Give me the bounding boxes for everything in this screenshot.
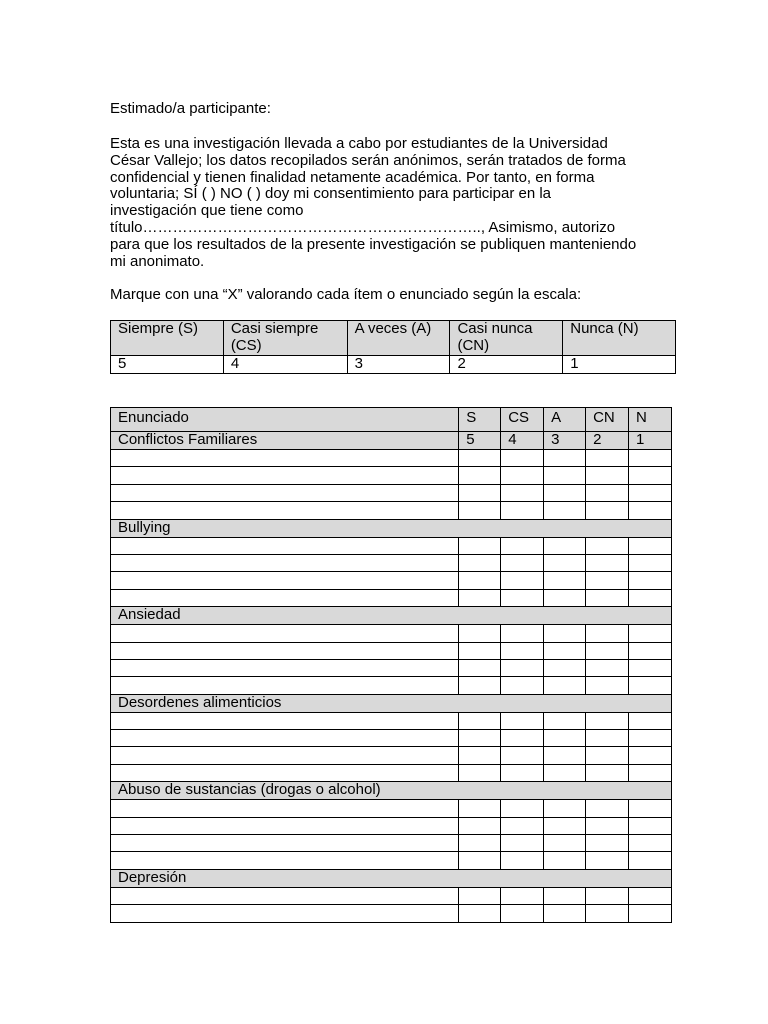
section-row [111, 869, 672, 887]
item-answer-cell[interactable] [459, 554, 501, 571]
item-answer-cell[interactable] [629, 817, 672, 834]
instruction-text: Marque con una “X” valorando cada ítem o enunciado según la escala: [110, 286, 582, 303]
item-answer-cell[interactable] [586, 712, 629, 729]
item-answer-cell[interactable] [544, 764, 586, 781]
item-answer-cell[interactable] [501, 800, 544, 817]
item-statement-cell [111, 642, 459, 659]
item-statement-cell [111, 835, 459, 852]
scale-values-row [111, 356, 676, 374]
item-answer-cell[interactable] [459, 712, 501, 729]
item-answer-cell[interactable] [629, 484, 672, 501]
section-title: Conflictos Familiares [111, 432, 459, 450]
item-answer-cell[interactable] [544, 502, 586, 519]
item-statement-cell [111, 537, 459, 554]
item-answer-cell[interactable] [501, 887, 544, 904]
item-answer-cell[interactable] [459, 484, 501, 501]
item-row [111, 730, 672, 747]
intro-line: Esta es una investigación llevada a cabo por estudiantes de la Universidad [110, 135, 608, 152]
item-answer-cell[interactable] [586, 659, 629, 676]
item-statement-cell [111, 467, 459, 484]
scale-value-cell: 1 [563, 356, 676, 374]
item-row [111, 642, 672, 659]
item-answer-cell[interactable] [459, 502, 501, 519]
item-answer-cell[interactable] [629, 572, 672, 589]
item-answer-cell[interactable] [629, 677, 672, 694]
item-row [111, 852, 672, 869]
item-answer-cell[interactable] [544, 659, 586, 676]
item-answer-cell[interactable] [586, 817, 629, 834]
intro-line: César Vallejo; los datos recopilados serán anónimos, serán tratados de forma [110, 151, 626, 169]
item-answer-cell[interactable] [629, 905, 672, 922]
item-answer-cell[interactable] [501, 677, 544, 694]
section-value-cell: 3 [544, 432, 586, 450]
item-answer-cell[interactable] [501, 642, 544, 659]
intro-line: para que los resultados de la presente investigación se publiquen manteniendo [110, 235, 637, 253]
item-answer-cell[interactable] [501, 852, 544, 869]
item-answer-cell[interactable] [501, 554, 544, 571]
item-answer-cell[interactable] [629, 852, 672, 869]
item-statement-cell [111, 484, 459, 501]
item-statement-cell [111, 905, 459, 922]
item-answer-cell[interactable] [629, 659, 672, 676]
item-row [111, 450, 672, 467]
item-answer-cell[interactable] [586, 572, 629, 589]
item-answer-cell[interactable] [586, 554, 629, 571]
item-answer-cell[interactable] [629, 764, 672, 781]
item-answer-cell[interactable] [544, 730, 586, 747]
item-answer-cell[interactable] [501, 835, 544, 852]
scale-header-cell: Casi nunca (CN) [450, 321, 563, 356]
item-answer-cell[interactable] [586, 484, 629, 501]
item-answer-cell[interactable] [586, 800, 629, 817]
item-answer-cell[interactable] [459, 589, 501, 606]
section-value-cell: 5 [459, 432, 501, 450]
item-answer-cell[interactable] [586, 537, 629, 554]
item-answer-cell[interactable] [586, 905, 629, 922]
item-answer-cell[interactable] [544, 835, 586, 852]
items-table [110, 407, 672, 923]
item-statement-cell [111, 817, 459, 834]
item-answer-cell[interactable] [544, 484, 586, 501]
item-statement-cell [111, 730, 459, 747]
item-statement-cell [111, 800, 459, 817]
item-row [111, 800, 672, 817]
item-row [111, 537, 672, 554]
item-statement-cell [111, 677, 459, 694]
item-answer-cell[interactable] [501, 764, 544, 781]
item-answer-cell[interactable] [459, 677, 501, 694]
item-answer-cell[interactable] [544, 800, 586, 817]
item-row [111, 467, 672, 484]
item-row [111, 502, 672, 519]
item-answer-cell[interactable] [459, 835, 501, 852]
item-answer-cell[interactable] [544, 537, 586, 554]
item-answer-cell[interactable] [459, 887, 501, 904]
item-answer-cell[interactable] [459, 467, 501, 484]
intro-paragraph [110, 136, 670, 270]
item-answer-cell[interactable] [544, 625, 586, 642]
item-answer-cell[interactable] [544, 554, 586, 571]
intro-line: investigación que tiene como [110, 202, 304, 220]
item-answer-cell[interactable] [586, 642, 629, 659]
item-answer-cell[interactable] [501, 730, 544, 747]
item-answer-cell[interactable] [459, 800, 501, 817]
item-answer-cell[interactable] [629, 642, 672, 659]
scale-header-row [111, 321, 676, 356]
item-row [111, 572, 672, 589]
column-header-cs: CS [501, 408, 544, 432]
item-answer-cell[interactable] [629, 450, 672, 467]
item-answer-cell[interactable] [501, 484, 544, 501]
item-answer-cell[interactable] [544, 450, 586, 467]
item-answer-cell[interactable] [586, 450, 629, 467]
item-row [111, 887, 672, 904]
item-answer-cell[interactable] [501, 905, 544, 922]
item-answer-cell[interactable] [586, 887, 629, 904]
item-statement-cell [111, 450, 459, 467]
item-row [111, 484, 672, 501]
item-answer-cell[interactable] [459, 764, 501, 781]
section-title: Ansiedad [111, 607, 672, 625]
item-answer-cell[interactable] [501, 467, 544, 484]
item-answer-cell[interactable] [501, 450, 544, 467]
scale-value-cell: 5 [111, 356, 224, 374]
greeting-text: Estimado/a participante: [110, 100, 271, 117]
item-answer-cell[interactable] [459, 625, 501, 642]
scale-table [110, 320, 676, 374]
item-answer-cell[interactable] [501, 537, 544, 554]
item-answer-cell[interactable] [629, 730, 672, 747]
item-answer-cell[interactable] [544, 642, 586, 659]
section-row [111, 607, 672, 625]
item-answer-cell[interactable] [501, 659, 544, 676]
item-statement-cell [111, 572, 459, 589]
item-answer-cell[interactable] [629, 589, 672, 606]
column-header-a: A [544, 408, 586, 432]
item-answer-cell[interactable] [459, 905, 501, 922]
scale-value-cell: 4 [223, 356, 347, 374]
item-answer-cell[interactable] [544, 905, 586, 922]
item-row [111, 835, 672, 852]
section-row [111, 782, 672, 800]
item-statement-cell [111, 625, 459, 642]
section-value-cell: 2 [586, 432, 629, 450]
item-statement-cell [111, 747, 459, 764]
column-header-s: S [459, 408, 501, 432]
item-statement-cell [111, 502, 459, 519]
item-answer-cell[interactable] [586, 677, 629, 694]
section-value-cell: 1 [629, 432, 672, 450]
item-answer-cell[interactable] [459, 537, 501, 554]
item-row [111, 905, 672, 922]
item-answer-cell[interactable] [459, 852, 501, 869]
item-answer-cell[interactable] [629, 835, 672, 852]
item-answer-cell[interactable] [501, 502, 544, 519]
item-statement-cell [111, 659, 459, 676]
item-answer-cell[interactable] [586, 747, 629, 764]
item-answer-cell[interactable] [586, 625, 629, 642]
item-answer-cell[interactable] [459, 817, 501, 834]
item-answer-cell[interactable] [544, 467, 586, 484]
item-answer-cell[interactable] [544, 712, 586, 729]
column-header-enunciado: Enunciado [111, 408, 459, 432]
item-row [111, 625, 672, 642]
item-answer-cell[interactable] [459, 642, 501, 659]
item-answer-cell[interactable] [544, 852, 586, 869]
item-answer-cell[interactable] [459, 730, 501, 747]
item-answer-cell[interactable] [586, 852, 629, 869]
section-row [111, 432, 672, 450]
section-row [111, 519, 672, 537]
item-row [111, 817, 672, 834]
item-statement-cell [111, 712, 459, 729]
item-answer-cell[interactable] [459, 747, 501, 764]
item-answer-cell[interactable] [544, 817, 586, 834]
item-statement-cell [111, 852, 459, 869]
item-answer-cell[interactable] [629, 502, 672, 519]
item-answer-cell[interactable] [459, 659, 501, 676]
scale-header-cell: Siempre (S) [111, 321, 224, 356]
section-title: Depresión [111, 869, 672, 887]
item-answer-cell[interactable] [629, 887, 672, 904]
items-header-row [111, 408, 672, 432]
column-header-cn: CN [586, 408, 629, 432]
item-answer-cell[interactable] [501, 572, 544, 589]
section-row [111, 694, 672, 712]
section-title: Abuso de sustancias (drogas o alcohol) [111, 782, 672, 800]
item-row [111, 589, 672, 606]
item-answer-cell[interactable] [629, 800, 672, 817]
item-answer-cell[interactable] [629, 554, 672, 571]
column-header-n: N [629, 408, 672, 432]
scale-header-cell: A veces (A) [347, 321, 450, 356]
item-row [111, 764, 672, 781]
intro-line: voluntaria; SÍ ( ) NO ( ) doy mi consentimiento para participar en la [110, 185, 552, 203]
item-answer-cell[interactable] [459, 450, 501, 467]
item-statement-cell [111, 589, 459, 606]
item-answer-cell[interactable] [501, 747, 544, 764]
item-statement-cell [111, 764, 459, 781]
item-row [111, 712, 672, 729]
item-answer-cell[interactable] [501, 712, 544, 729]
scale-value-cell: 2 [450, 356, 563, 374]
item-answer-cell[interactable] [544, 589, 586, 606]
item-statement-cell [111, 887, 459, 904]
item-answer-cell[interactable] [544, 747, 586, 764]
item-answer-cell[interactable] [501, 817, 544, 834]
item-answer-cell[interactable] [586, 764, 629, 781]
item-answer-cell[interactable] [544, 887, 586, 904]
section-title: Bullying [111, 519, 672, 537]
item-row [111, 677, 672, 694]
item-answer-cell[interactable] [629, 625, 672, 642]
scale-value-cell: 3 [347, 356, 450, 374]
item-answer-cell[interactable] [586, 835, 629, 852]
item-answer-cell[interactable] [629, 537, 672, 554]
item-statement-cell [111, 554, 459, 571]
item-answer-cell[interactable] [544, 572, 586, 589]
scale-header-cell: Nunca (N) [563, 321, 676, 356]
item-row [111, 554, 672, 571]
item-answer-cell[interactable] [501, 625, 544, 642]
scale-header-cell: Casi siempre (CS) [223, 321, 347, 356]
section-title: Desordenes alimenticios [111, 694, 672, 712]
intro-line: mi anonimato. [110, 252, 205, 270]
item-answer-cell[interactable] [586, 502, 629, 519]
item-answer-cell[interactable] [586, 467, 629, 484]
item-answer-cell[interactable] [459, 572, 501, 589]
section-value-cell: 4 [501, 432, 544, 450]
item-answer-cell[interactable] [629, 712, 672, 729]
item-answer-cell[interactable] [501, 589, 544, 606]
item-row [111, 659, 672, 676]
item-row [111, 747, 672, 764]
item-answer-cell[interactable] [629, 467, 672, 484]
item-answer-cell[interactable] [544, 677, 586, 694]
items-table-body [111, 408, 672, 923]
intro-line: confidencial y tienen finalidad netamente académica. Por tanto, en forma [110, 168, 595, 186]
item-answer-cell[interactable] [586, 589, 629, 606]
item-answer-cell[interactable] [586, 730, 629, 747]
item-answer-cell[interactable] [629, 747, 672, 764]
intro-line: título………………………………………………………….., Asimismo, autorizo [110, 218, 616, 236]
